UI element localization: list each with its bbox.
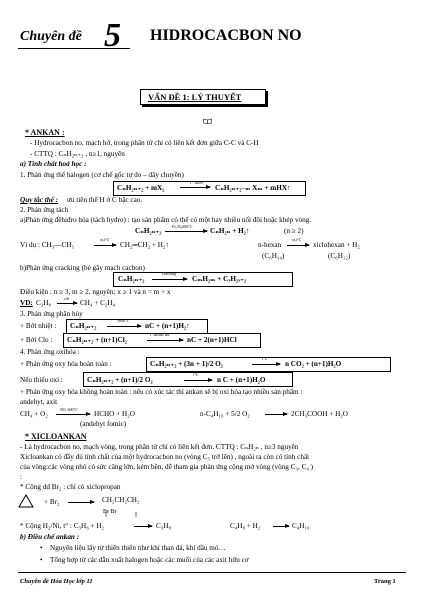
h2-label: * Cộng H₂/Ni, t° : C₃H₆ + H₂ (20, 522, 105, 530)
example-arrow (94, 245, 116, 246)
example2-left: n-hexan (258, 241, 282, 249)
xicloankan-p1: - Là hydrocacbon no, mạch vòng, trong phân tử chỉ có liên kết đơn. CTTQ : CₙH₂ₙ , n≥3 nguyên (20, 443, 299, 451)
ox-left: CH₄ + O₂ (20, 410, 48, 418)
eq-heat-right: nC + (n+1)H₂↑ (145, 322, 190, 330)
br2-bonds (104, 504, 144, 509)
eq-dehydro-cond: Fe,Ni,600°C (172, 224, 193, 229)
ox2-left: n-C₄H₁₀ + 5/2 O₂ (200, 410, 250, 418)
eq-cracking-right: CₘH₂ₘ + CₓH₂ₓ₊₂ (192, 275, 247, 283)
eq-full-ox-arrow (252, 364, 280, 365)
heat-label: + Bởi nhiệt : (20, 322, 57, 330)
xicloankan-p3: của vòng:các vòng nhỏ có sức căng lớn, kém bền, dễ tham gia phản ứng cộng mở vòng (vòng C₃, C₄ ) (20, 463, 314, 471)
ankan-definition: - Hydrocacbon no, mạch hở, trong phân tử chỉ có liên kết đơn giữa C-C và C-H (30, 139, 259, 147)
example2-arrow (287, 245, 309, 246)
eq-lack-ox-left: CₙH₂ₙ₊₂ + (n+1)/2 O₂ (87, 376, 153, 384)
cyclopropane-icon (18, 494, 34, 508)
ox2-right: 2CH₃COOH + H₂O (291, 410, 348, 418)
eq-dehydro-left: CₙH₂ₙ₊₂ (135, 227, 162, 235)
eq-full-ox-cond: t°C (262, 356, 268, 361)
eq-cracking-cond: cracking (162, 271, 176, 276)
example-label: Ví dụ : CH₃—CH₃ (20, 241, 74, 249)
br2-plus: + Br₂ (44, 498, 60, 506)
bullet-dot-2: • (40, 556, 43, 564)
ankan-formula: - CTTQ : CₙH₂ₙ₊₂ , n≥1, nguyên (30, 150, 125, 158)
xicloankan-colon: : (20, 473, 22, 481)
eq-dehydro-note: (n ≥ 2) (284, 227, 304, 235)
ox2-arrow (265, 414, 287, 415)
item-decomposition: 3. Phản ứng phân hủy (20, 310, 83, 318)
xicloankan-p2: Xicloankan có đầy đủ tính chất của một hydrocacbon no (vòng C₅ trở lên) , ngoài ra còn có tính chất (20, 453, 310, 461)
eq-full-ox-right: n CO₂ + (n+1)H₂O (285, 360, 342, 368)
eq-cracking-arrow (152, 279, 187, 280)
vd-label: VD: (20, 299, 33, 307)
rule-text: ưu tiên thế H ở C bậc cao. (67, 196, 143, 204)
cracking-condition: Điều kiện : n ≥ 3, m ≥ 2, nguyên; x ≥ 1 và n = m + x (20, 288, 171, 296)
ox-name: (andehyt fomic) (80, 420, 127, 428)
page-title: HIDROCACBON NO (150, 27, 302, 44)
eq-full-ox-left: CₙH₂ₙ₊₂ + (3n + 1)/2 O₂ (150, 360, 223, 368)
footer-left: Chuyên đề Hóa Học lớp 11 (20, 578, 93, 585)
example2-right: xiclohexan + H₂ (313, 241, 360, 249)
item-cracking: b)Phản ứng cracking (bẻ gãy mạch cacbon) (20, 264, 145, 272)
h2b-right: C₄H₁₀ (292, 522, 310, 530)
eq-lack-ox-right: n C + (n+1)H₂O (217, 376, 266, 384)
footer-rule (18, 572, 406, 573)
item-dehydro: a)Phản ứng đềhiđro hóa (tách hydro) : tạo sản phẩm có thể có một hay nhiều nối đôi hoặc khép vòng. (20, 216, 312, 224)
eq-heat-left: CₙH₂ₙ₊₂ (70, 322, 97, 330)
br2-arrow (68, 502, 94, 503)
footer-right: Trang 1 (374, 578, 396, 585)
example-cond: xt,t°C (100, 237, 110, 242)
eq-heat-arrow (107, 326, 141, 327)
eq-chlorine-left: CₙH₂ₙ₊₂ + (n+1)Cl₂ (67, 336, 127, 344)
example2-cond: xt,t°C (292, 237, 302, 242)
bullet-dot-1: • (40, 544, 43, 552)
vd-cond: crk (64, 296, 70, 301)
eq-halogen-right: CₙH₂ₙ₊₂₋ₘ Xₘ + mHX↑ (215, 184, 291, 192)
xicloankan-heading: * XICLOANKAN (25, 432, 87, 441)
example2-sub2: (C₆H₁₂) (328, 252, 351, 260)
rule-label: Quy tắc thế : (20, 196, 59, 204)
vd-right: CH₄ + C₂H₄ (80, 299, 116, 307)
eq-chlorine-right: nC + 2(n+1)HCl (187, 336, 237, 344)
eq-cracking-left: CₙH₂ₙ₊₂ (118, 275, 145, 283)
ox-cond: NO, 600°C (60, 407, 78, 412)
topic-label: Chuyên đề (20, 29, 82, 44)
h2b-left: C₄H₈ + H₂ (230, 522, 261, 530)
eq-chlorine-arrow (147, 340, 183, 341)
eq-chlorine-cond: t°,ás/xúc tác (150, 332, 170, 337)
ox-right: HCHO + H₂O (94, 410, 135, 418)
ox-arrow (56, 414, 90, 415)
h2-arrow (134, 526, 152, 527)
chem-properties-title: a) Tính chất hoá học : (20, 160, 87, 168)
eq-heat-cond: 1000°C (117, 318, 130, 323)
chlorine-label: + Bởi Clo : (20, 336, 53, 344)
eq-lack-ox-arrow (184, 380, 212, 381)
eq-halogen-arrow (180, 187, 210, 188)
eq-halogen-cond: t°, ás/hν (190, 180, 204, 185)
br2-product: CH₂CH₂CH₂ (102, 496, 140, 504)
item-separation: 2. Phản ứng tách (20, 206, 69, 214)
prep-title: b) Điều chế ankan : (20, 533, 80, 541)
h2-right: C₃H₈ (156, 522, 171, 530)
partial-ox-line2: andehyt, axit (20, 398, 58, 406)
item-oxidation: 4. Phản ứng oxihóa : (20, 348, 80, 356)
example2-sub1: (C₆H₁₄) (262, 252, 285, 260)
book-icon (203, 111, 212, 117)
vd-left: C₃H₈ (36, 299, 51, 307)
eq-lack-ox-cond: t°C (193, 372, 199, 377)
topic-underline (18, 48, 130, 49)
ankan-heading: * ANKAN : (25, 128, 65, 137)
prep-bullet-1: Nguyên liệu lấy từ thiên thiên như khí than đá, khí dầu mỏ… (50, 544, 226, 552)
partial-ox-line1: + Phản ứng oxy hóa không hoàn toàn : nếu có xúc tác thì ankan sẽ bị oxi hóa tạo nhiều sản phẩm : (20, 388, 303, 396)
h2b-arrow (273, 526, 289, 527)
topic-number: 5 (104, 17, 121, 54)
eq-dehydro-right: CₙH₂ₙ + H₂↑ (210, 227, 250, 235)
example-right: CH₂═CH₂ + H₂↑ (120, 241, 170, 249)
br2-label: * Cộng dd Br₂ : chỉ có xiclopropan (20, 483, 121, 491)
eq-dehydro-arrow (165, 231, 207, 232)
chapter-title: VẤN ĐỀ 1: LÝ THUYẾT (148, 92, 242, 102)
lack-ox-label: Nếu thiếu oxi : (20, 376, 63, 384)
prep-bullet-2: Tổng hợp từ các dẫn xuất halogen hoặc các muối của các axit hữu cơ (50, 556, 249, 564)
vd-arrow (57, 303, 77, 304)
eq-halogen-left: CₙH₂ₙ₊₂ + mX₂ (117, 184, 165, 192)
item-halogen: 1. Phản ứng thế halogen (cơ chế gốc tự do – dây chuyền) (20, 171, 184, 179)
br2-product-sub: Br Br (103, 509, 117, 515)
full-ox-label: + Phản ứng oxy hóa hoàn toàn : (20, 360, 112, 368)
